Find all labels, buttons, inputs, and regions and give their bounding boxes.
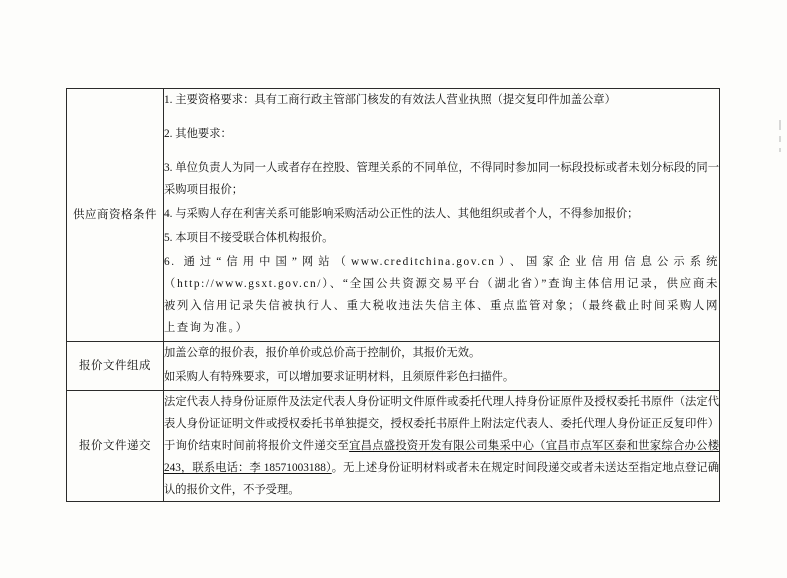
row-content-supplier-qualification <box>164 89 720 342</box>
requirements-table <box>66 88 720 502</box>
paragraph: 2. 其他要求： <box>164 128 232 141</box>
paragraph: 4. 与采购人存在利害关系可能影响采购活动公正性的法人、其他组织或者个人，不得参加报价； <box>164 208 639 221</box>
paragraph-part: 法定代表人持身份证原件及法定代表人身份证明文件原件或委托代理人持身份证原件及授权委托书原件（法定代表人身份证证明文件或授权委托书单独提交，授权委托书原件上附法定代表人、委托代理人身份证正反复印件）于询价结束时间前将报价文件递交至 <box>164 396 719 453</box>
table-row <box>67 391 720 502</box>
paragraph: 如采购人有特殊要求，可以增加要求证明材料，且须原件彩色扫描件。 <box>164 371 515 384</box>
table-row <box>67 342 720 391</box>
row-content-quotation-composition <box>164 342 720 391</box>
scan-artifact-1 <box>779 120 781 130</box>
paragraph: 3. 单位负责人为同一人或者存在控股、管理关系的不同单位，不得同时参加同一标段投标或者未划分标段的同一采购项目报价； <box>164 162 719 197</box>
row-label-quotation-submission: 报价文件递交 <box>67 391 164 502</box>
paragraph: 加盖公章的报价表，报价单价或总价高于控制价，其报价无效。 <box>164 347 481 360</box>
paragraph: 5. 本项目不接受联合体机构报价。 <box>164 232 334 245</box>
scan-artifact-3 <box>779 148 781 152</box>
scan-artifact-2 <box>779 136 781 142</box>
row-label-quotation-composition: 报价文件组成 <box>67 342 164 391</box>
table-row <box>67 89 720 342</box>
row-label-supplier-qualification: 供应商资格条件 <box>67 89 164 342</box>
row-content-quotation-submission <box>164 391 720 502</box>
paragraph-underlined: 宜昌点盛投资开发有限公司集采中心（宜昌市点军区泰和世家综合办公楼243，联系电话：李 18571003188） <box>164 440 719 475</box>
paragraph: 6. 通过“信用中国”网站（www.creditchina.gov.cn）、国家企业信用信息公示系统（http://www.gsxt.gov.cn/）、“全国公共资源交易平台（湖北省）”查询主体信用记录，供应商未被列入信用记录失信被执行人、重大税收违法失信主体、重点监管对象；（最终截止时间采购人网上查询为准。） <box>164 256 719 335</box>
paragraph: 1. 主要资格要求：具有工商行政主管部门核发的有效法人营业执照（提交复印件加盖公章） <box>164 94 616 106</box>
paragraph-part: 。无上述身份证明材料或者未在规定时间段递交或者未送达至指定地点登记确认的报价文件，不予受理。 <box>164 462 719 497</box>
